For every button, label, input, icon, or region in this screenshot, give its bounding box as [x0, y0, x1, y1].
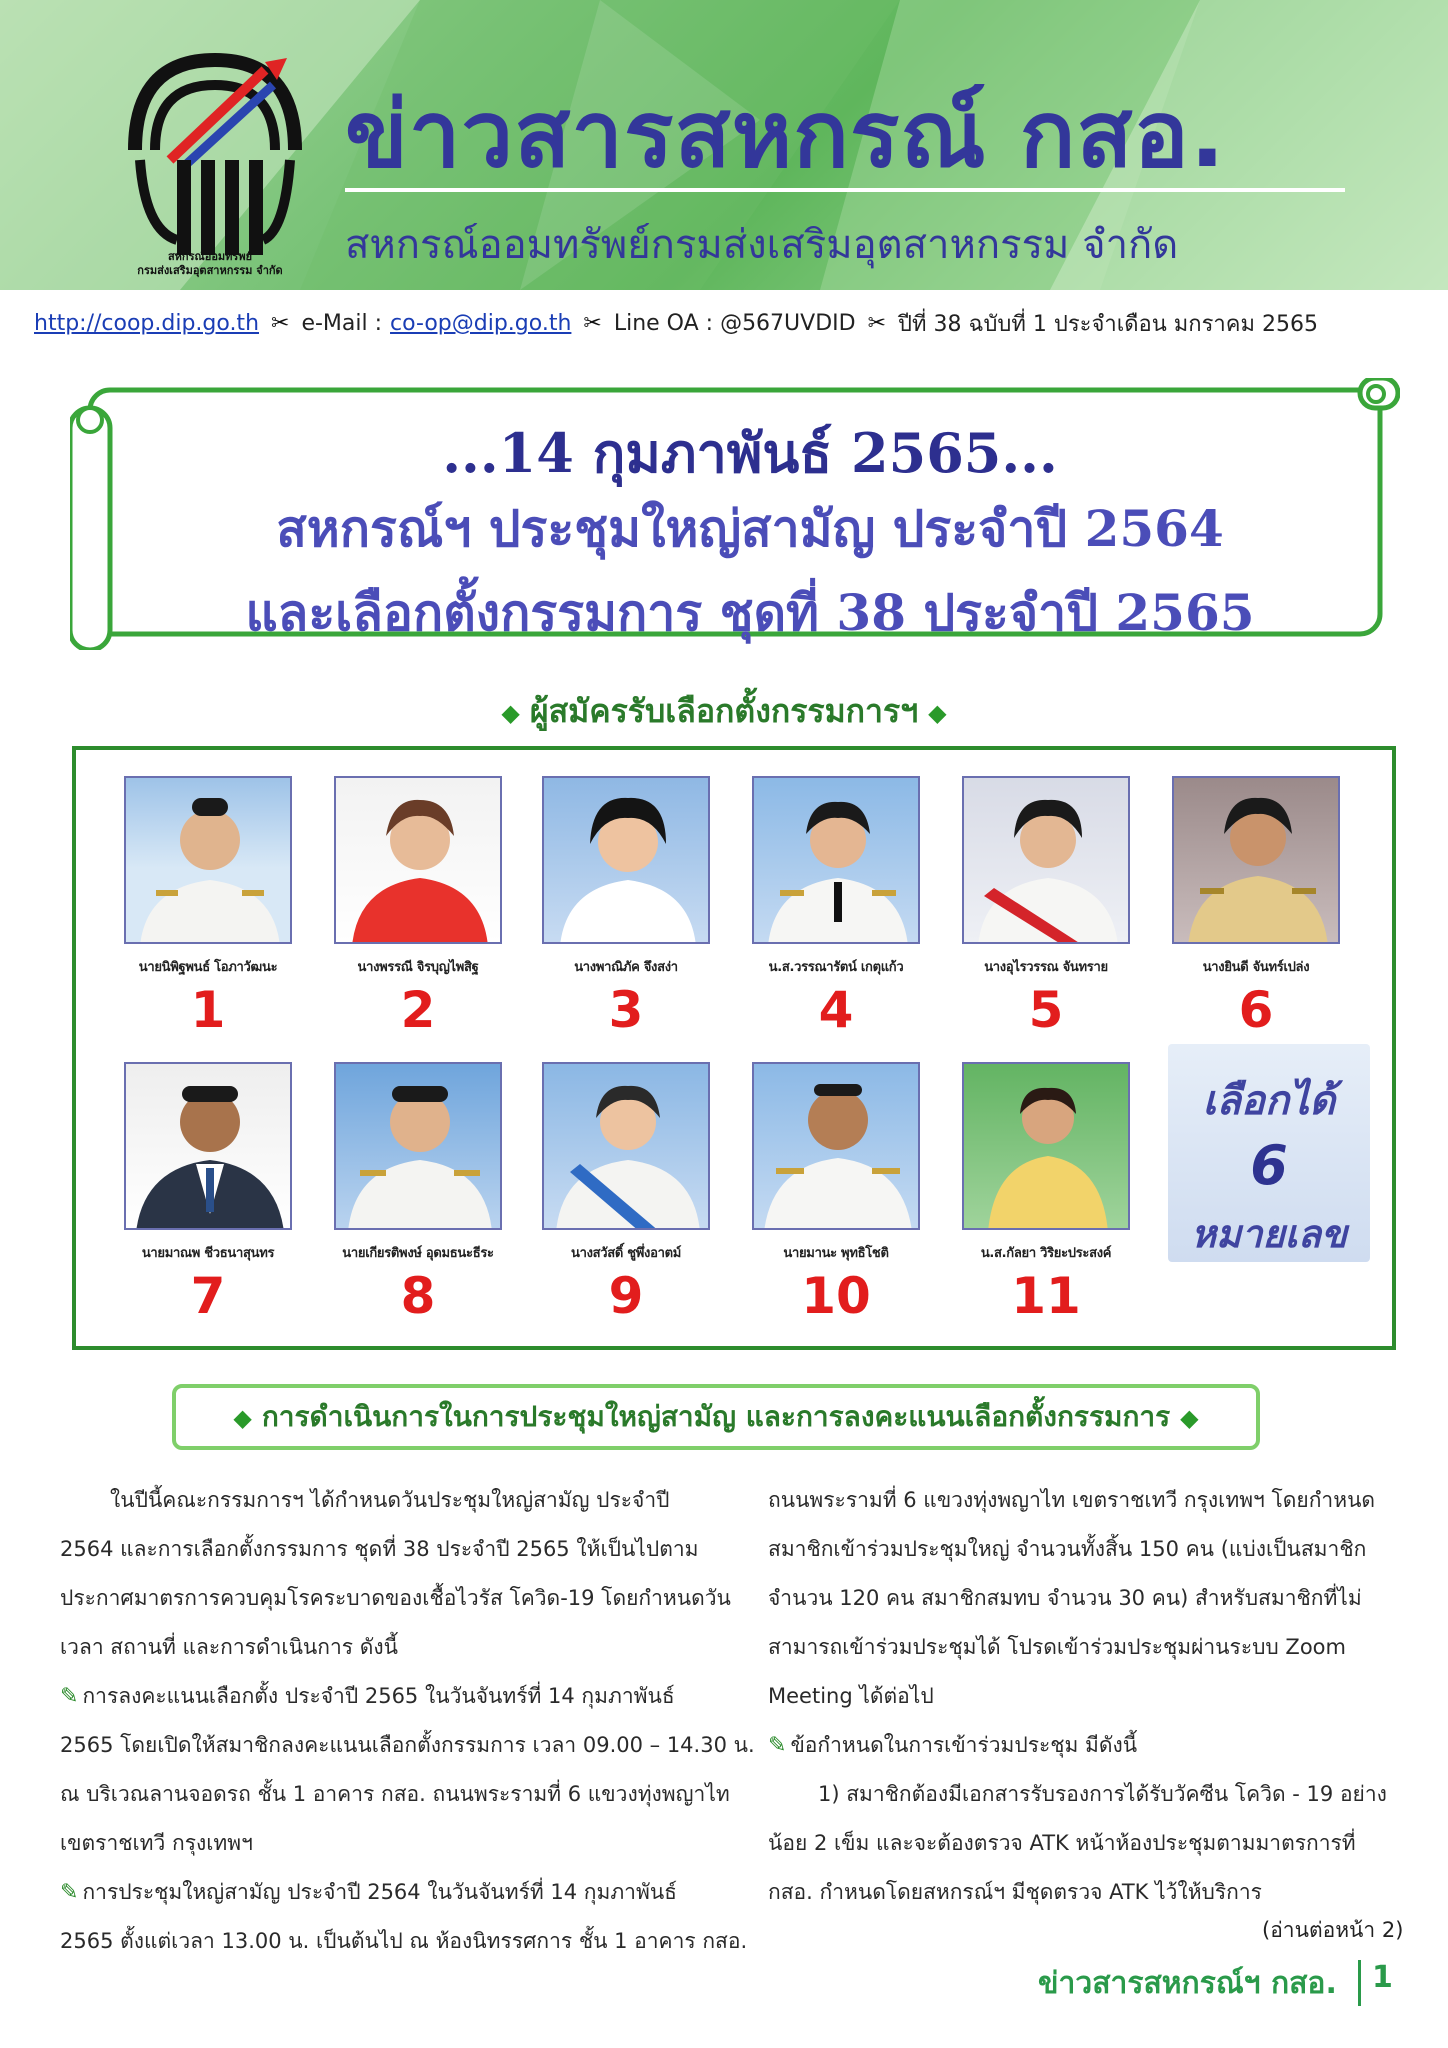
email-link[interactable]: co-op@dip.go.th [390, 311, 572, 336]
paragraph-line: เวลา สถานที่ และการดำเนินการ ดังนี้ [60, 1635, 398, 1659]
article-right-column [768, 1476, 1408, 1917]
candidate-number: 11 [1011, 1267, 1081, 1325]
candidate-card [1156, 776, 1356, 1039]
paragraph-line: ประกาศมาตรการควบคุมโรคระบาดของเชื้อไวรัส โควิด-19 โดยกำหนดวัน [60, 1586, 731, 1610]
candidate-number: 8 [400, 1267, 436, 1325]
section-heading [172, 1384, 1260, 1450]
logo-caption-line2: กรมส่งเสริมอุตสาหกรรม จำกัด [137, 264, 283, 277]
page-number: 1 [1372, 1960, 1393, 1995]
candidate-card [108, 776, 308, 1039]
candidate-name: นายนิพิฐพนธ์ โอภาวัฒนะ [138, 960, 278, 975]
candidate-name: น.ส.วรรณารัตน์ เกตุแก้ว [768, 960, 904, 975]
candidate-card [526, 1062, 726, 1325]
choose-unit: หมายเลข [1191, 1212, 1347, 1256]
candidates-heading-text: ผู้สมัครรับเลือกตั้งกรรมการฯ [529, 692, 919, 730]
candidate-photo [752, 776, 920, 944]
candidate-number: 1 [190, 981, 226, 1039]
paragraph-line: Meeting ได้ต่อไป [768, 1684, 934, 1708]
paragraph-line: สมาชิกเข้าร่วมประชุมใหญ่ จำนวนทั้งสิ้น 150 คน (แบ่งเป็นสมาชิก [768, 1537, 1367, 1561]
masthead [0, 0, 1448, 290]
candidate-name: นายมาณพ ชีวธนาสุนทร [141, 1246, 275, 1261]
title-divider [345, 188, 1345, 192]
headline-meeting: สหกรณ์ฯ ประชุมใหญ่สามัญ ประจำปี 2564 [276, 499, 1224, 558]
diamond-icon: ◆ [928, 699, 947, 727]
candidate-name: นางพาณิภัค จึงสง่า [574, 960, 678, 975]
paragraph-line: กสอ. กำหนดโดยสหกรณ์ฯ มีชุดตรวจ ATK ไว้ให้บริการ [768, 1880, 1262, 1904]
candidate-name: นางยินดี จันทร์เปล่ง [1202, 960, 1310, 975]
candidate-photo [1172, 776, 1340, 944]
candidate-number: 6 [1238, 981, 1274, 1039]
candidate-name: นายมานะ พุทธิโชติ [783, 1246, 889, 1261]
candidates-heading [0, 686, 1448, 737]
candidate-name: นางอุไรวรรณ จันทราย [984, 960, 1108, 975]
candidate-card [318, 1062, 518, 1325]
candidate-name: น.ส.กัลยา วิริยะประสงค์ [980, 1246, 1112, 1261]
cooperative-logo [115, 40, 315, 280]
candidate-name: นายเกียรติพงษ์ อุดมธนะธีระ [342, 1246, 494, 1261]
candidate-number: 7 [190, 1267, 226, 1325]
paragraph-line: ถนนพระรามที่ 6 แขวงทุ่งพญาไท เขตราชเทวี กรุงเทพฯ โดยกำหนด [768, 1488, 1376, 1512]
choose-count: 6 [1250, 1134, 1288, 1197]
candidate-photo [542, 776, 710, 944]
paragraph-line: จำนวน 120 คน สมาชิกสมทบ จำนวน 30 คน) สำหรับสมาชิกที่ไม่ [768, 1586, 1362, 1610]
candidate-card [318, 776, 518, 1039]
candidate-number: 9 [608, 1267, 644, 1325]
footer-title: ข่าวสารสหกรณ์ฯ กสอ. [1038, 1966, 1337, 2001]
diamond-icon: ◆ [1180, 1404, 1199, 1432]
scissors-icon: ✂ [271, 311, 290, 336]
diamond-icon: ◆ [501, 699, 520, 727]
article-left-column [60, 1476, 755, 1966]
section-heading-text: การดำเนินการในการประชุมใหญ่สามัญ และการลงคะแนนเลือกตั้งกรรมการ [261, 1400, 1171, 1433]
scissors-icon: ✂ [583, 311, 602, 336]
paragraph-line: ในปีนี้คณะกรรมการฯ ได้กำหนดวันประชุมใหญ่สามัญ ประจำปี [110, 1488, 670, 1512]
contact-info-bar [34, 306, 1434, 341]
candidate-name: นางสวัสดิ์ ชูพึ่งอาตม์ [570, 1246, 682, 1261]
newsletter-subtitle: สหกรณ์ออมทรัพย์กรมส่งเสริมอุตสาหกรรม จำกัด [345, 222, 1179, 268]
candidate-number: 5 [1028, 981, 1064, 1039]
pencil-icon: ✎ [768, 1733, 787, 1758]
headline-date: ...14 กุมภาพันธ์ 2565... [442, 421, 1058, 485]
logo-caption-line1: สหกรณ์ออมทรัพย์ [167, 250, 253, 263]
pencil-icon: ✎ [60, 1880, 79, 1905]
website-link[interactable]: http://coop.dip.go.th [34, 311, 260, 336]
candidate-photo [124, 776, 292, 944]
line-oa-label: Line OA : @567UVDID [613, 311, 856, 336]
paragraph-line: 2565 ตั้งแต่เวลา 13.00 น. เป็นต้นไป ณ ห้องนิทรรศการ ชั้น 1 อาคาร กสอ. [60, 1929, 748, 1953]
candidate-card [946, 776, 1146, 1039]
headline-scroll-banner [70, 378, 1400, 650]
footer-divider [1358, 1960, 1361, 2006]
candidate-number: 3 [608, 981, 644, 1039]
email-label: e-Mail : [301, 311, 383, 336]
paragraph-line: ณ บริเวณลานจอดรถ ชั้น 1 อาคาร กสอ. ถนนพระรามที่ 6 แขวงทุ่งพญาไท [60, 1782, 730, 1806]
candidate-photo [542, 1062, 710, 1230]
continued-note: (อ่านต่อหน้า 2) [1262, 1918, 1404, 1942]
logo-caption [100, 250, 320, 278]
candidate-number: 10 [801, 1267, 871, 1325]
candidate-card [526, 776, 726, 1039]
candidate-photo [752, 1062, 920, 1230]
candidate-card [946, 1062, 1146, 1325]
paragraph-line: การลงคะแนนเลือกตั้ง ประจำปี 2565 ในวันจันทร์ที่ 14 กุมภาพันธ์ [82, 1684, 675, 1708]
candidate-name: นางพรรณี จิรบุญไพสิฐ [357, 960, 479, 975]
paragraph-line: 1) สมาชิกต้องมีเอกสารรับรองการได้รับวัคซีน โควิด - 19 อย่าง [818, 1782, 1387, 1806]
candidate-card [736, 776, 936, 1039]
diamond-icon: ◆ [233, 1404, 252, 1432]
paragraph-line: ข้อกำหนดในการเข้าร่วมประชุม มีดังนี้ [790, 1733, 1138, 1757]
pencil-icon: ✎ [60, 1684, 79, 1709]
candidate-card [736, 1062, 936, 1325]
candidate-photo [334, 776, 502, 944]
candidates-panel [72, 746, 1396, 1350]
paragraph-line: การประชุมใหญ่สามัญ ประจำปี 2564 ในวันจันทร์ที่ 14 กุมภาพันธ์ [82, 1880, 677, 1904]
candidate-photo [962, 1062, 1130, 1230]
paragraph-line: สามารถเข้าร่วมประชุมได้ โปรดเข้าร่วมประชุมผ่านระบบ Zoom [768, 1635, 1346, 1659]
candidate-card [108, 1062, 308, 1325]
headline-election: และเลือกตั้งกรรมการ ชุดที่ 38 ประจำปี 2565 [245, 583, 1255, 642]
choose-up-to-box [1168, 1044, 1370, 1262]
candidate-photo [334, 1062, 502, 1230]
candidate-number: 2 [400, 981, 436, 1039]
issue-info: ปีที่ 38 ฉบับที่ 1 ประจำเดือน มกราคม 2565 [898, 312, 1318, 337]
candidate-number: 4 [818, 981, 854, 1039]
candidate-photo [124, 1062, 292, 1230]
paragraph-line: 2565 โดยเปิดให้สมาชิกลงคะแนนเลือกตั้งกรรมการ เวลา 09.00 – 14.30 น. [60, 1733, 755, 1757]
paragraph-line: เขตราชเทวี กรุงเทพฯ [60, 1831, 253, 1855]
newsletter-title: ข่าวสารสหกรณ์ กสอ. [345, 81, 1226, 188]
candidate-photo [962, 776, 1130, 944]
scissors-icon: ✂ [867, 311, 887, 336]
choose-label: เลือกได้ [1202, 1078, 1336, 1124]
paragraph-line: 2564 และการเลือกตั้งกรรมการ ชุดที่ 38 ประจำปี 2565 ให้เป็นไปตาม [60, 1537, 699, 1561]
paragraph-line: น้อย 2 เข็ม และจะต้องตรวจ ATK หน้าห้องประชุมตามมาตรการที่ [768, 1831, 1356, 1855]
